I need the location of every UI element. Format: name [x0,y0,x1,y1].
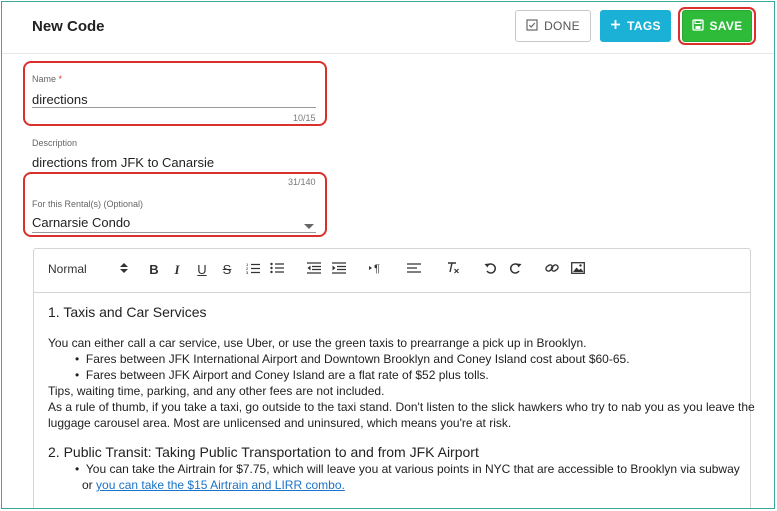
save-label: SAVE [709,19,743,33]
plus-icon [610,19,621,33]
name-input[interactable]: directions [32,92,88,107]
add-tags-button[interactable] [600,10,671,42]
done-button[interactable] [515,10,591,42]
format-label: Normal [48,262,87,276]
list-item: • Fares between JFK Airport and Coney Island are a flat rate of $52 plus tolls. [75,368,489,382]
bullet-list-icon[interactable] [269,262,285,274]
svg-text:2: 2 [246,266,249,271]
align-icon[interactable] [406,262,422,274]
content-paragraph: You can either call a car service, use Uber, or use the green taxis to prearrange a pick up in Brooklyn. [48,336,587,350]
rental-value: Carnarsie Condo [32,215,131,230]
name-char-count: 10/15 [293,113,316,123]
undo-icon[interactable] [482,262,498,274]
header-bar [2,2,774,54]
redo-icon[interactable] [507,262,523,274]
checkbox-icon [526,19,538,34]
svg-text:¶: ¶ [374,263,380,274]
outdent-icon[interactable] [306,262,322,274]
format-select[interactable] [48,262,128,276]
description-field[interactable] [32,138,316,170]
save-button[interactable] [682,10,752,42]
list-item: • Fares between JFK International Airport and Downtown Brooklyn and Coney Island cost about $60-65. [75,352,630,366]
clear-format-icon[interactable] [445,262,461,274]
content-heading-1: 1. Taxis and Car Services [48,304,207,320]
rental-underline [32,232,316,233]
description-input[interactable]: directions from JFK to Canarsie [32,155,215,170]
rich-text-editor[interactable] [33,248,755,509]
content-heading-2: 2. Public Transit: Taking Public Transportation to and from JFK Airport [48,444,479,460]
rental-select[interactable] [32,199,316,230]
list-item: • You can take the Airtrain for $7.75, which will leave you at various points in NYC that are accessible to Brooklyn via subway [75,462,740,476]
image-icon[interactable] [570,262,586,274]
app-frame [1,1,775,509]
content-paragraph: Tips, waiting time, parking, and any other fees are not included. [48,384,385,398]
bold-button[interactable]: B [149,262,159,277]
updown-icon [120,262,128,276]
name-label: Name * [32,74,63,84]
floppy-disk-icon [692,19,704,34]
content-paragraph: As a rule of thumb, if you take a taxi, go outside to the taxi stand. Don't listen to the slick hawkers who try to nab you as you leave the [48,400,755,414]
tags-label: TAGS [627,19,661,33]
page-title: New Code [32,18,105,35]
italic-button[interactable]: I [174,262,180,277]
description-label: Description [32,138,78,148]
text-direction-icon[interactable] [368,262,384,274]
description-char-count: 31/140 [288,177,316,187]
strikethrough-button[interactable]: S [222,262,232,277]
name-underline [32,107,316,108]
svg-text:1: 1 [246,262,249,267]
list-item-continuation: or you can take the $15 Airtrain and LIRR combo. [82,478,345,492]
underline-button[interactable]: U [197,262,207,277]
editor-toolbar [34,249,750,293]
name-field[interactable] [32,74,316,107]
done-label: DONE [544,19,580,33]
svg-text:3: 3 [246,270,249,274]
link-icon[interactable] [544,262,560,274]
required-mark: * [58,74,63,84]
rental-label: For this Rental(s) (Optional) [32,199,144,209]
content-paragraph: luggage carousel area. Most are unlicensed and uninsured, which means you're at risk. [48,416,512,430]
indent-icon[interactable] [331,262,347,274]
ordered-list-icon[interactable] [245,262,261,274]
airtrain-lirr-link[interactable]: you can take the $15 Airtrain and LIRR combo. [96,478,345,492]
